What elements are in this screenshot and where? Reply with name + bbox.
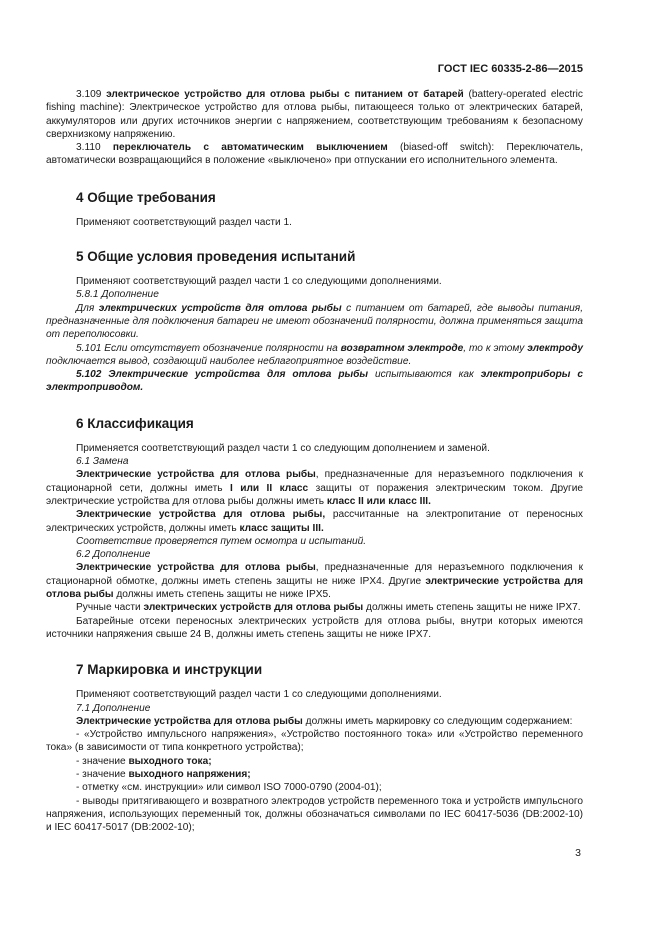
list-item: - выводы притягивающего и возвратного электродов устройств переменного тока и устройств импульсного напряжения, использующих переменный ток, должны обозначаться символами по IEC 60417-5036 (DB:2002-10) и IEC 60417-5017 (DB:2002-10); — [46, 795, 583, 834]
list-item: - значение выходного напряжения; — [76, 768, 251, 780]
page-body — [46, 88, 583, 834]
clause-7-1-text: Электрические устройства для отлова рыбы должны иметь маркировку со следующим содержанием: — [76, 715, 573, 727]
clause-6-1-text-b: Электрические устройства для отлова рыбы, рассчитанные на электропитание от переносных электрических устройств, должны иметь класс защиты III. — [46, 509, 583, 534]
clause-6-1: 6.1 Замена — [76, 456, 129, 468]
clause-5-8-1-text: Для электрических устройств для отлова рыбы с питанием от батарей, где выводы питания, предназначенные для подключения батареи не имеют обозначений полярности, должна применяться защита от переполюсовки. — [46, 302, 584, 341]
clause-3-109: 3.109 электрическое устройство для отлова рыбы с питанием от батарей (battery-operated electric fishing machine): Электрическое устройство для отлова рыбы, питающееся только от электрических батарей, аккумуляторов или других источников энергии с напряжением, соответствующим требованиям к безопасному сверхнизкому напряжению. — [46, 89, 583, 140]
clause-6-2-text-f: Батарейные отсеки переносных электрических устройств для отлова рыбы, внутри которых имеются источники напряжения свыше 24 В, должны иметь степень защиты не ниже IPX7. — [46, 615, 583, 640]
clause-5-8-1: 5.8.1 Дополнение — [76, 289, 159, 301]
list-item: - отметку «см. инструкции» или символ ISO 7000-0790 (2004-01); — [76, 782, 382, 794]
list-item: - «Устройство импульсного напряжения», «Устройство постоянного тока» или «Устройство переменного тока» (в зависимости от типа конкретного устройства); — [46, 729, 583, 754]
section-5-text: Применяют соответствующий раздел части 1 со следующими дополнениями. — [76, 276, 442, 288]
section-7-text: Применяют соответствующий раздел части 1 со следующими дополнениями. — [76, 689, 442, 701]
section-6-text: Применяется соответствующий раздел части 1 со следующим дополнением и заменой. — [76, 442, 490, 454]
clause-6-2-text-d: Электрические устройства для отлова рыбы, предназначенные для неразъемного подключения к стационарной обмотке, должны иметь степень защиты не ниже IPX4. Другие электрические устройства для отлова рыбы должны иметь степень защиты не ниже IPX5. — [46, 562, 583, 601]
clause-7-1: 7.1 Дополнение — [76, 702, 151, 714]
page-number: 3 — [575, 847, 581, 859]
clause-6-1-text-a: Электрические устройства для отлова рыбы, предназначенные для неразъемного подключения к стационарной сети, должны иметь I или II класс защиты от поражения электрическим током. Другие электрические устройства для отлова рыбы должны иметь класс II или класс III. — [46, 469, 584, 507]
clause-5-101: 5.101 Если отсутствует обозначение полярности на возвратном электроде, то к этому электроду подключается вывод, создающий наиболее неблагоприятное воздействие. — [46, 342, 583, 367]
list-item: - значение выходного тока; — [76, 755, 212, 767]
clause-5-102: 5.102 Электрические устройства для отлова рыбы испытываются как электроприборы с электроприводом. — [46, 369, 583, 394]
section-4-heading: 4 Общие требования — [76, 189, 216, 205]
clause-3-110: 3.110 переключатель с автоматическим выключением (biased-off switch): Переключатель, автоматически возвращающийся в положение «выключено» при отпускании его исполнительного элемента. — [46, 142, 584, 167]
standard-header: ГОСТ IEC 60335-2-86—2015 — [437, 63, 583, 75]
section-5-heading: 5 Общие условия проведения испытаний — [76, 249, 356, 265]
clause-6-2-text-e: Ручные части электрических устройств для отлова рыбы должны иметь степень защиты не ниже IPX7. — [76, 602, 581, 614]
section-6-heading: 6 Классификация — [76, 415, 194, 431]
section-7-heading: 7 Маркировка и инструкции — [76, 662, 263, 678]
clause-6-1-compliance: Соответствие проверяется путем осмотра и испытаний. — [76, 535, 367, 547]
section-4-text: Применяют соответствующий раздел части 1. — [76, 216, 292, 228]
clause-6-2: 6.2 Дополнение — [76, 549, 151, 561]
